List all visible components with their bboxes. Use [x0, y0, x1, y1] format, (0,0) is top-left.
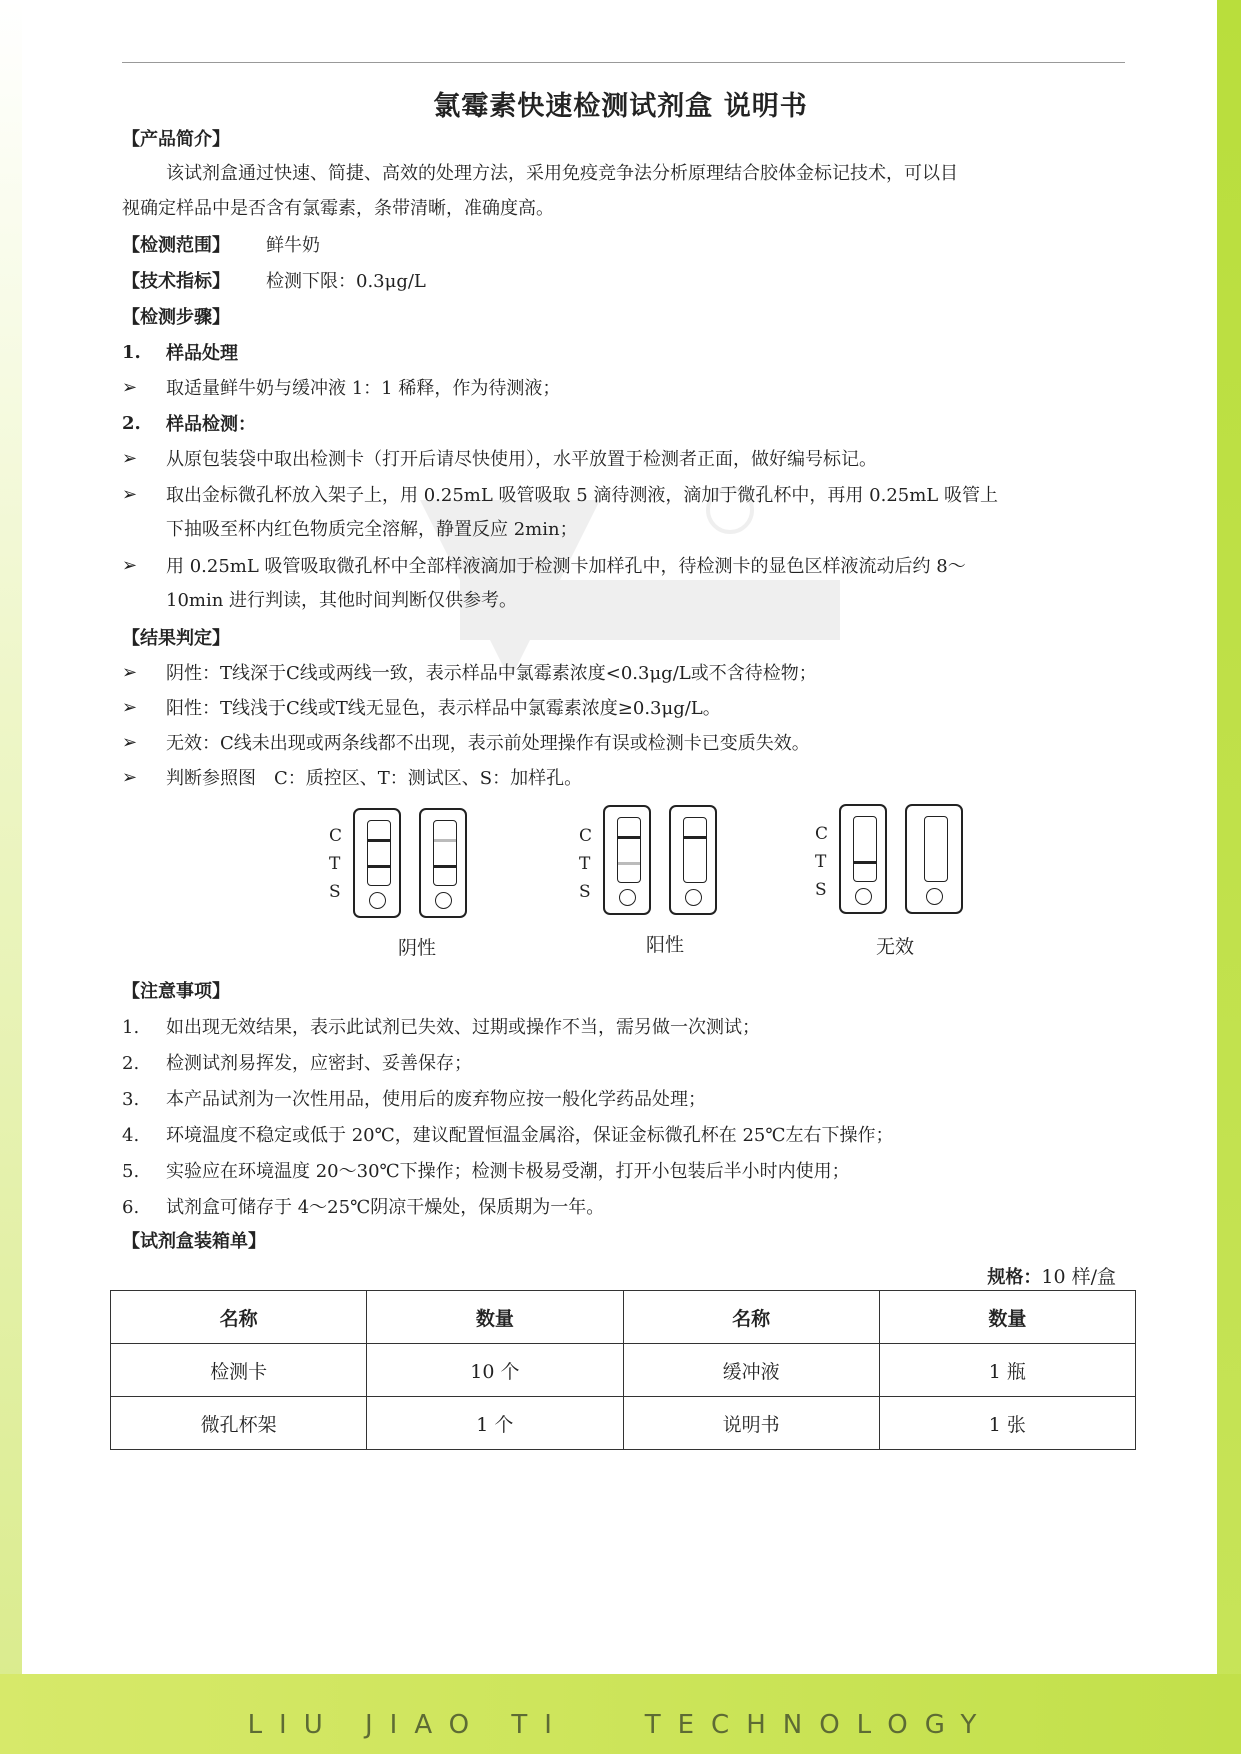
step-2-item-3a: 用 0.25mL 吸管吸取微孔杯中全部样液滴加于检测卡加样孔中，待检测卡的显色区样液流动后约 8～	[166, 556, 966, 577]
test-card	[419, 808, 467, 918]
intro-line-1: 该试剂盒通过快速、简捷、高效的处理方法，采用免疫竞争法分析原理结合胶体金标记技术，可以目	[166, 163, 958, 184]
step-1-number: 1.	[122, 342, 141, 363]
step-2-item-2b: 下抽吸至杯内红色物质完全溶解，静置反应 2min；	[166, 519, 578, 540]
table-header: 数量	[879, 1291, 1135, 1344]
step-2-number: 2.	[122, 413, 141, 434]
bullet-icon: ➢	[122, 555, 138, 576]
step-2-title: 样品检测：	[166, 414, 256, 435]
caption-invalid: 无效	[876, 936, 915, 958]
label-s: S	[815, 880, 827, 900]
packing-table	[110, 1290, 1136, 1450]
label-s: S	[329, 882, 341, 902]
note-number: 1.	[122, 1017, 140, 1038]
result-negative: 阴性：T线深于C线或两线一致，表示样品中氯霉素浓度<0.3μg/L或不含待检物；	[166, 663, 817, 684]
note-item: 环境温度不稳定或低于 20℃，建议配置恒温金属浴，保证金标微孔杯在 25℃左右下操作；	[166, 1125, 894, 1146]
label-c: C	[579, 826, 593, 846]
test-card	[603, 805, 651, 915]
bullet-icon: ➢	[122, 767, 138, 788]
tech-heading: 【技术指标】	[122, 271, 230, 292]
table-row	[111, 1397, 1136, 1450]
note-number: 4.	[122, 1125, 140, 1146]
note-item: 检测试剂易挥发，应密封、妥善保存；	[166, 1053, 472, 1074]
table-header: 名称	[623, 1291, 879, 1344]
note-item: 实验应在环境温度 20～30℃下操作；检测卡极易受潮，打开小包装后半小时内使用；	[166, 1161, 850, 1182]
table-cell: 说明书	[623, 1397, 879, 1450]
label-t: T	[329, 854, 341, 874]
steps-heading: 【检测步骤】	[122, 307, 230, 328]
step-2-item-2a: 取出金标微孔杯放入架子上，用 0.25mL 吸管吸取 5 滴待测液，滴加于微孔杯中，再用 0.25mL 吸管上	[166, 485, 998, 506]
table-header-row	[111, 1291, 1136, 1344]
result-heading: 【结果判定】	[122, 628, 230, 649]
packing-heading: 【试剂盒装箱单】	[122, 1231, 266, 1252]
intro-heading: 【产品简介】	[122, 129, 230, 150]
bullet-icon: ➢	[122, 697, 138, 718]
footer-brand-text: LIU JIAO TI TECHNOLOGY	[247, 1710, 994, 1740]
table-cell: 1 瓶	[879, 1344, 1135, 1397]
diagram-letters	[579, 822, 592, 906]
result-invalid: 无效：C线未出现或两条线都不出现，表示前处理操作有误或检测卡已变质失效。	[166, 733, 810, 754]
page-frame-right	[1217, 0, 1241, 1754]
intro-line-2: 视确定样品中是否含有氯霉素，条带清晰，准确度高。	[122, 198, 554, 219]
step-2-item-1: 从原包装袋中取出检测卡（打开后请尽快使用），水平放置于检测者正面，做好编号标记。	[166, 449, 877, 470]
table-header: 数量	[367, 1291, 623, 1344]
bullet-icon: ➢	[122, 662, 138, 683]
packing-spec	[987, 1262, 1116, 1289]
spec-label: 规格：	[987, 1267, 1042, 1288]
diagram-letters	[815, 820, 828, 904]
diagram-letters	[329, 822, 342, 906]
top-rule	[122, 62, 1125, 63]
step-1-title: 样品处理	[166, 343, 238, 364]
page-footer-band	[0, 1674, 1241, 1754]
caption-negative: 阴性	[398, 937, 437, 959]
note-item: 试剂盒可储存于 4～25℃阴凉干燥处，保质期为一年。	[166, 1197, 605, 1218]
notes-heading: 【注意事项】	[122, 981, 230, 1002]
note-number: 5.	[122, 1161, 140, 1182]
label-c: C	[815, 824, 829, 844]
bullet-icon: ➢	[122, 448, 138, 469]
note-item: 如出现无效结果，表示此试剂已失效、过期或操作不当，需另做一次测试；	[166, 1017, 760, 1038]
document-title: 氯霉素快速检测试剂盒 说明书	[433, 91, 808, 122]
note-number: 6.	[122, 1197, 140, 1218]
test-card	[905, 804, 963, 914]
note-number: 3.	[122, 1089, 140, 1110]
label-t: T	[815, 852, 827, 872]
table-header: 名称	[111, 1291, 367, 1344]
note-item: 本产品试剂为一次性用品，使用后的废弃物应按一般化学药品处理；	[166, 1089, 706, 1110]
note-number: 2.	[122, 1053, 140, 1074]
bullet-icon: ➢	[122, 484, 138, 505]
spec-value: 10 样/盒	[1041, 1266, 1116, 1288]
range-value: 鲜牛奶	[266, 235, 320, 256]
label-s: S	[579, 882, 591, 902]
result-positive: 阳性：T线浅于C线或T线无显色，表示样品中氯霉素浓度≥0.3μg/L。	[166, 698, 721, 719]
table-cell: 10 个	[367, 1344, 623, 1397]
table-cell: 缓冲液	[623, 1344, 879, 1397]
test-card	[353, 808, 401, 918]
caption-positive: 阳性	[646, 934, 685, 956]
range-heading: 【检测范围】	[122, 235, 230, 256]
table-cell: 1 张	[879, 1397, 1135, 1450]
table-cell: 检测卡	[111, 1344, 367, 1397]
label-t: T	[579, 854, 591, 874]
test-card	[669, 805, 717, 915]
step-2-item-3b: 10min 进行判读，其他时间判断仅供参考。	[166, 590, 518, 611]
bullet-icon: ➢	[122, 732, 138, 753]
result-reference: 判断参照图 C：质控区、T：测试区、S：加样孔。	[166, 768, 583, 789]
bullet-icon: ➢	[122, 377, 138, 398]
test-card	[839, 804, 887, 914]
label-c: C	[329, 826, 343, 846]
table-cell: 1 个	[367, 1397, 623, 1450]
step-1-item: 取适量鲜牛奶与缓冲液 1：1 稀释，作为待测液；	[166, 378, 561, 399]
page-frame-left	[0, 0, 22, 1754]
table-cell: 微孔杯架	[111, 1397, 367, 1450]
table-row	[111, 1344, 1136, 1397]
tech-value: 检测下限：0.3μg/L	[266, 271, 426, 292]
